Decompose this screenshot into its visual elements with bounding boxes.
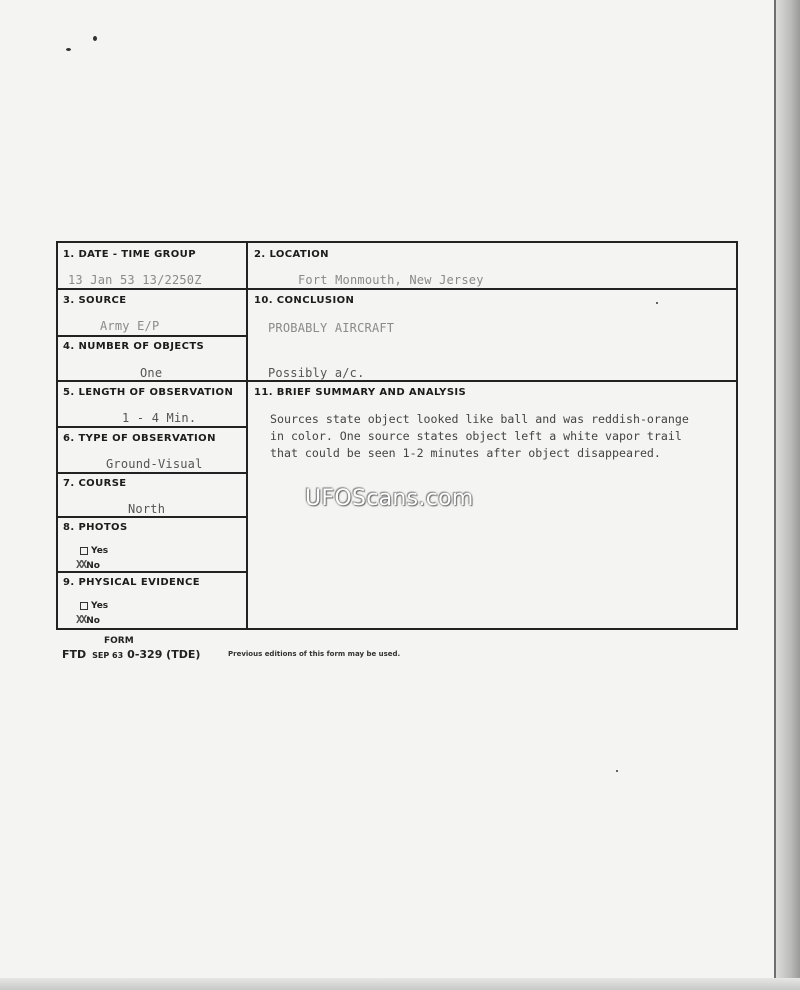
summary-line: that could be seen 1-2 minutes after object disappeared. xyxy=(270,446,661,460)
row-divider xyxy=(58,380,738,382)
evidence-yes-option[interactable] xyxy=(80,601,108,611)
evidence-yes-label: Yes xyxy=(91,601,109,611)
row-divider xyxy=(58,571,246,573)
date-time-value: 13 Jan 53 13/2250Z xyxy=(68,273,202,287)
brief-summary-label: 11. BRIEF SUMMARY AND ANALYSIS xyxy=(254,387,467,398)
page-edge-shadow xyxy=(776,0,800,990)
x-mark-icon: XX xyxy=(76,613,86,626)
location-value: Fort Monmouth, New Jersey xyxy=(298,273,484,287)
summary-line: Sources state object looked like ball and was reddish-orange xyxy=(270,412,689,426)
checkbox-icon xyxy=(80,602,88,610)
checkbox-icon xyxy=(80,547,88,555)
type-of-observation-value: Ground-Visual xyxy=(106,457,203,471)
summary-line: in color. One source states object left a white vapor trail xyxy=(270,429,682,443)
footer-form-number: 0-329 (TDE) xyxy=(127,648,201,661)
watermark: UFOScans.com xyxy=(305,486,474,511)
conclusion-label: 10. CONCLUSION xyxy=(254,295,355,306)
photos-no-label: No xyxy=(86,561,100,571)
page-edge-line xyxy=(774,0,776,990)
date-time-label: 1. DATE - TIME GROUP xyxy=(63,249,196,260)
footer-note: Previous editions of this form may be used. xyxy=(228,650,401,658)
location-label: 2. LOCATION xyxy=(254,249,329,260)
evidence-no-option[interactable] xyxy=(76,613,100,626)
footer-form-word: FORM xyxy=(104,636,134,646)
footer-ftd: FTD xyxy=(62,648,87,661)
source-label: 3. SOURCE xyxy=(63,295,127,306)
speck xyxy=(93,36,97,41)
row-divider xyxy=(58,288,738,290)
row-divider xyxy=(58,516,246,518)
conclusion-secondary: Possibly a/c. xyxy=(268,366,365,380)
row-divider xyxy=(58,472,246,474)
photos-yes-label: Yes xyxy=(91,546,109,556)
photos-label: 8. PHOTOS xyxy=(63,522,128,533)
x-mark-icon: XX xyxy=(76,558,86,571)
speck xyxy=(616,770,618,772)
length-of-observation-label: 5. LENGTH OF OBSERVATION xyxy=(63,387,234,398)
course-label: 7. COURSE xyxy=(63,478,127,489)
photos-yes-option[interactable] xyxy=(80,546,108,556)
row-divider xyxy=(58,426,246,428)
source-value: Army E/P xyxy=(100,319,160,333)
evidence-no-label: No xyxy=(86,616,100,626)
number-of-objects-label: 4. NUMBER OF OBJECTS xyxy=(63,341,205,352)
brief-summary-text xyxy=(270,411,740,462)
speck xyxy=(66,48,71,51)
row-divider xyxy=(58,335,246,337)
course-value: North xyxy=(128,502,166,516)
report-form xyxy=(56,241,738,630)
footer-form-id xyxy=(62,648,200,661)
conclusion-value: PROBABLY AIRCRAFT xyxy=(268,321,395,335)
column-divider xyxy=(246,243,248,628)
page-bottom-shadow xyxy=(0,978,800,990)
type-of-observation-label: 6. TYPE OF OBSERVATION xyxy=(63,433,216,444)
photos-no-option[interactable] xyxy=(76,558,100,571)
physical-evidence-label: 9. PHYSICAL EVIDENCE xyxy=(63,577,200,588)
length-of-observation-value: 1 - 4 Min. xyxy=(122,411,197,425)
number-of-objects-value: One xyxy=(140,366,163,380)
footer-sep: SEP 63 xyxy=(92,651,124,660)
